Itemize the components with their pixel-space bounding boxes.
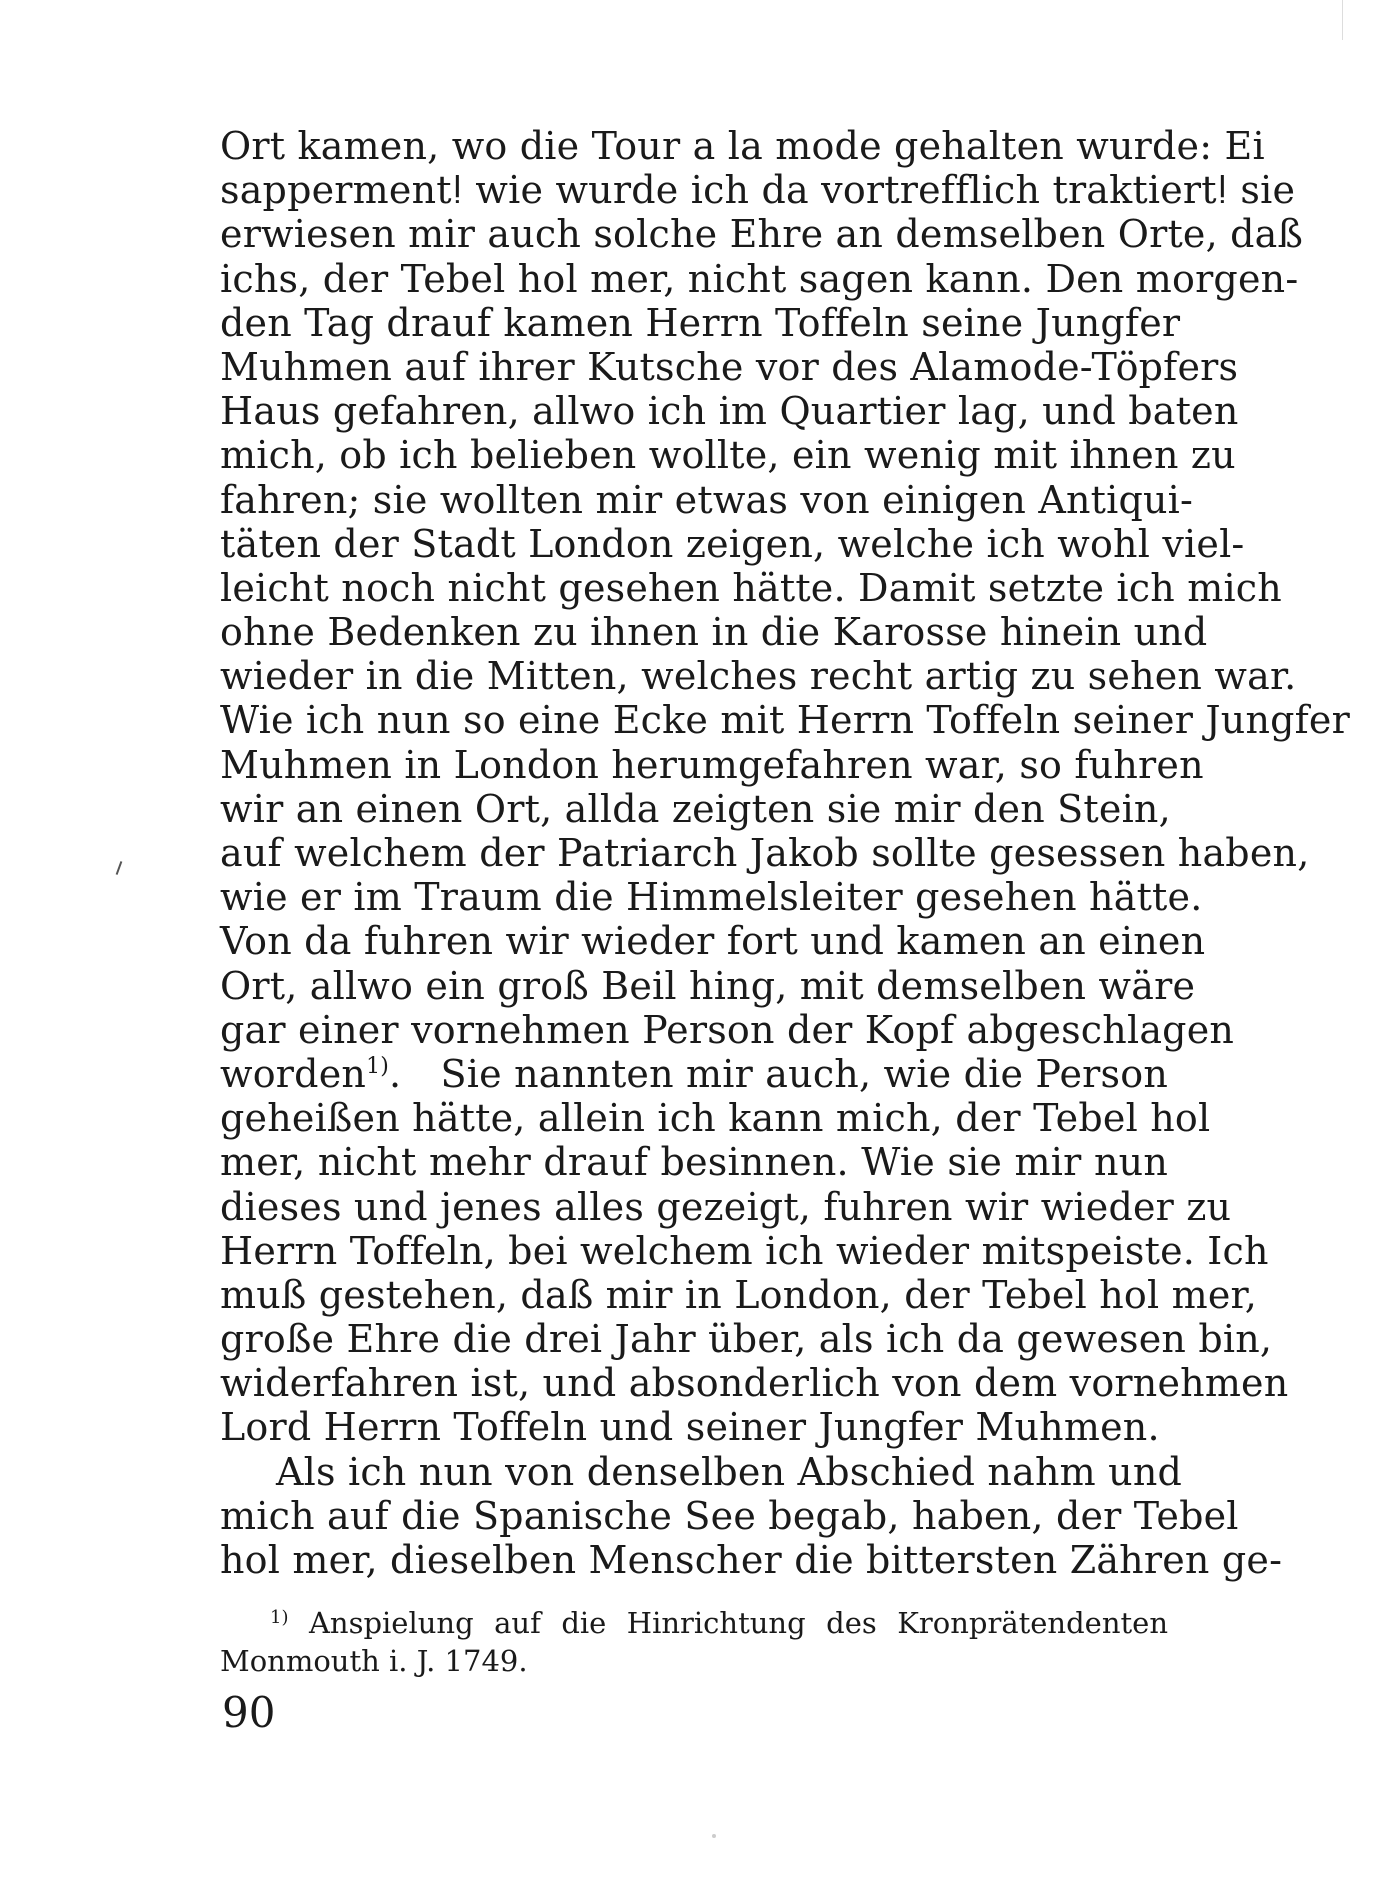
text-line: widerfahren ist, und absonderlich von dem vornehmen — [220, 1361, 1289, 1406]
footnote — [220, 1604, 1168, 1680]
text-line: Ort, allwo ein groß Beil hing, mit demselben wäre — [220, 963, 1196, 1008]
text-line: mich, ob ich belieben wollte, ein wenig mit ihnen zu — [220, 433, 1236, 478]
text-line: mich auf die Spanische See begab, haben, der Tebel — [220, 1493, 1239, 1538]
text-line: Muhmen in London herumgefahren war, so fuhren — [220, 742, 1204, 787]
text-line: dieses und jenes alles gezeigt, fuhren wir wieder zu — [220, 1184, 1232, 1229]
text-fragment: Sie nannten mir auch, wie die Person — [440, 1051, 1168, 1096]
footnote-line: Monmouth i. J. 1749. — [220, 1644, 528, 1678]
text-line: gar einer vornehmen Person der Kopf abgeschlagen — [220, 1007, 1235, 1052]
text-line: auf welchem der Patriarch Jakob sollte gesessen haben, — [220, 831, 1310, 875]
text-line: Muhmen auf ihrer Kutsche vor des Alamode-Töpfers — [220, 344, 1239, 389]
text-line: Als ich nun von denselben Abschied nahm und — [276, 1449, 1183, 1494]
text-line: wir an einen Ort, allda zeigten sie mir den Stein, — [220, 786, 1171, 831]
text-line: sappermentǃ wie wurde ich da vortrefflich traktiertǃ sie — [220, 168, 1296, 213]
text-line: Ort kamen, wo die Tour a la mode gehalten wurde: Ei — [220, 124, 1265, 168]
text-line: geheißen hätte, allein ich kann mich, der Tebel hol — [220, 1096, 1211, 1141]
text-fragment: worden$^{1)}$. — [220, 1051, 402, 1096]
text-line: fahren; sie wollten mir etwas von einigen Antiqui- — [220, 477, 1194, 522]
footnote-line: $^{1)}$ Anspielung auf die Hinrichtung des Kronprätendenten — [270, 1606, 1168, 1640]
text-line: ichs, der Tebel hol mer, nicht sagen kann. Den morgen- — [220, 256, 1299, 301]
text-line: große Ehre die drei Jahr über, als ich da gewesen bin, — [220, 1317, 1273, 1362]
text-line: leicht noch nicht gesehen hätte. Damit setzte ich mich — [220, 565, 1282, 610]
text-line: Haus gefahren, allwo ich im Quartier lag, und baten — [220, 389, 1239, 434]
scan-dust-mark — [712, 1834, 716, 1838]
text-line: den Tag drauf kamen Herrn Toffeln seine Jungfer — [220, 300, 1181, 345]
text-line: Herrn Toffeln, bei welchem ich wieder mitspeiste. Ich — [220, 1228, 1269, 1273]
text-line: ohne Bedenken zu ihnen in die Karosse hinein und — [220, 610, 1208, 655]
text-line: Lord Herrn Toffeln und seiner Jungfer Muhmen. — [220, 1405, 1160, 1450]
text-line-with-footnote — [220, 1052, 1168, 1096]
text-line: wieder in die Mitten, welches recht artig zu sehen war. — [220, 654, 1297, 699]
footnote-reference: 1) — [366, 1053, 390, 1079]
footnote-marker: 1) — [270, 1607, 289, 1628]
text-line: hol mer, dieselben Menscher die bittersten Zähren ge- — [220, 1538, 1283, 1582]
text-line: muß gestehen, daß mir in London, der Tebel hol mer, — [220, 1272, 1257, 1317]
text-line: wie er im Traum die Himmelsleiter gesehen hätte. — [220, 875, 1203, 920]
text-line: täten der Stadt London zeigen, welche ich wohl viel- — [220, 521, 1245, 566]
scan-edge-mark — [1342, 0, 1343, 40]
text-line: erwiesen mir auch solche Ehre an demselben Orte, daß — [220, 212, 1304, 257]
text-line: Wie ich nun so eine Ecke mit Herrn Toffeln seiner Jungfer — [220, 698, 1350, 743]
page-number: 90 — [222, 1688, 276, 1737]
main-text — [220, 124, 1350, 1582]
text-line: Von da fuhren wir wieder fort und kamen an einen — [220, 919, 1206, 964]
text-line: mer, nicht mehr drauf besinnen. Wie sie mir nun — [220, 1140, 1168, 1185]
stray-pen-mark — [116, 861, 123, 875]
